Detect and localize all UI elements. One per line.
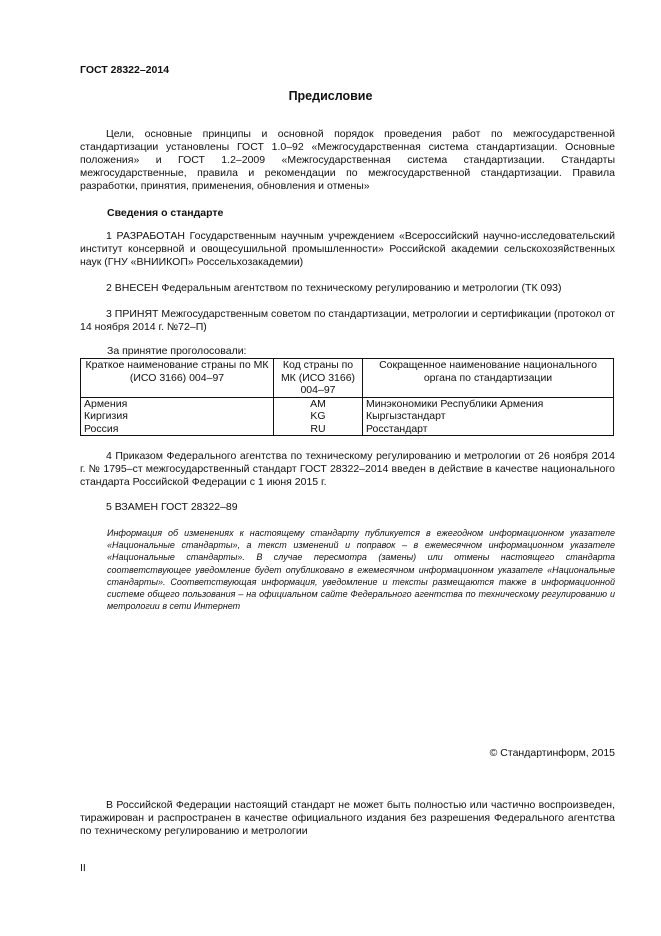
header-body: Сокращенное наименование национального органа по стандартизации <box>363 359 614 398</box>
vote-caption: За принятие проголосовали: <box>107 345 247 357</box>
changes-notice: Информация об изменениях к настоящему стандарту публикуется в ежегодном информационном указателе «Национальные стандарты», а текст изменений и поправок – в ежемесячном информационном указателе «Национальные стандарты». В случае пересмотра (замены) или отмены настоящего стандарта соответствующее уведомление будет опубликовано в ежемесячном информационном указателе «Национальные стандарты». Соответствующая информация, уведомление и тексты размещаются также в информационной системе общего пользования – на официальном сайте Федерального агентства по техническому регулированию и метрологии в сети Интернет <box>107 528 615 612</box>
cell-code: AM <box>274 397 363 410</box>
table-row <box>81 410 614 423</box>
section-title: Сведения о стандарте <box>107 207 224 219</box>
item-5-paragraph: 5 ВЗАМЕН ГОСТ 28322–89 <box>106 501 238 513</box>
cell-country: Киргизия <box>81 410 274 423</box>
table-row <box>81 397 614 410</box>
header-code: Код страны по МК (ИСО 3166) 004–97 <box>274 359 363 398</box>
item-2-paragraph: 2 ВНЕСЕН Федеральным агентством по техническому регулированию и метрологии (ТК 093) <box>106 282 562 294</box>
legal-notice: В Российской Федерации настоящий стандарт не может быть полностью или частично воспроизведен, тиражирован и распространен в качестве официального издания без разрешения Федерального агентства по техническому регулированию и метрологии <box>80 799 615 837</box>
page-title: Предисловие <box>288 89 373 103</box>
item-3-paragraph: 3 ПРИНЯТ Межгосударственным советом по стандартизации, метрологии и сертификации (протокол от 14 ноября 2014 г. №72–П) <box>80 308 615 333</box>
cell-code: KG <box>274 410 363 423</box>
cell-country: Россия <box>81 423 274 436</box>
cell-body: Минэкономики Республики Армения <box>363 397 614 410</box>
cell-body: Кыргызстандарт <box>363 410 614 423</box>
intro-paragraph: Цели, основные принципы и основной порядок проведения работ по межгосударственной стандартизации установлены ГОСТ 1.0–92 «Межгосударственная система стандартизации. Основные положения» и ГОСТ 1.2–2009 «Межгосударственная система стандартизации. Стандарты межгосударственные, правила и рекомендации по межгосударственной стандартизации. Правила разработки, принятия, применения, обновления и отмены» <box>80 128 615 192</box>
item-1-paragraph: 1 РАЗРАБОТАН Государственным научным учреждением «Всероссийский научно-исследовательский институт консервной и овощесушильной промышленности» Российской академии сельскохозяйственных наук (ГНУ «ВНИИКОП» Россельхозакадемии) <box>80 230 615 268</box>
vote-table-wrapper <box>80 358 614 436</box>
header-country: Краткое наименование страны по МК (ИСО 3166) 004–97 <box>81 359 274 398</box>
cell-country: Армения <box>81 397 274 410</box>
cell-code: RU <box>274 423 363 436</box>
table-row <box>81 423 614 436</box>
cell-body: Росстандарт <box>363 423 614 436</box>
item-4-paragraph: 4 Приказом Федерального агентства по техническому регулированию и метрологии от 26 ноября 2014 г. № 1795–ст межгосударственный стандарт ГОСТ 28322–2014 введен в действие в качестве национального стандарта Российской Федерации с 1 июня 2015 г. <box>80 450 615 488</box>
vote-table <box>80 358 614 436</box>
page-number: II <box>80 862 86 874</box>
vote-table-header-row <box>81 359 614 398</box>
copyright: © Стандартинформ, 2015 <box>489 747 615 759</box>
document-code: ГОСТ 28322–2014 <box>80 64 170 76</box>
